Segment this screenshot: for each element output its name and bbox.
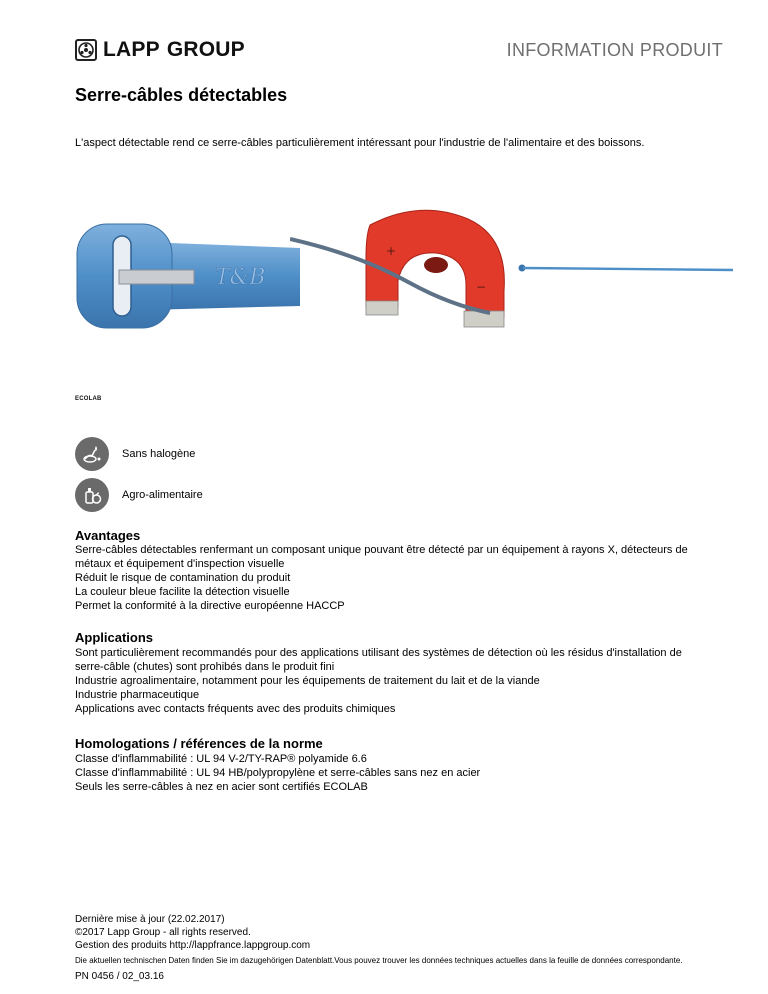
feature-label: Sans halogène: [122, 448, 196, 460]
page-title: Serre-câbles détectables: [75, 85, 288, 105]
ecolab-logo: ECOLAB: [75, 396, 102, 402]
intro-text: L'aspect détectable rend ce serre-câbles particulièrement intéressant pour l'industrie de l'alimentaire et des boissons.: [75, 137, 645, 149]
copyright: ©2017 Lapp Group - all rights reserved.: [75, 927, 251, 938]
advantage-line: Réduit le risque de contamination du produit: [75, 572, 291, 584]
food-industry-icon: [75, 478, 109, 512]
logo-wordmark: [103, 38, 245, 62]
advantage-line: métaux et équipement d'inspection visuelle: [75, 558, 285, 570]
application-line: Sont particulièrement recommandés pour des applications utilisant des systèmes de détection où les résidus d'installation de: [75, 647, 682, 659]
last-update: Dernière mise à jour (22.02.2017): [75, 914, 225, 925]
plus-mark: +: [386, 244, 397, 258]
application-line: Industrie agroalimentaire, notamment pour les équipements de traitement du lait et de la viande: [75, 675, 540, 687]
product-management-link: Gestion des produits http://lappfrance.lappgroup.com: [75, 940, 311, 951]
cable-tie-head-image: [75, 218, 300, 333]
magnet-pole-left: [366, 301, 398, 315]
thin-cable-tie-image: [517, 258, 735, 278]
halogen-free-icon: [75, 437, 109, 471]
feature-food-industry: [75, 478, 203, 512]
approvals-heading: Homologations / références de la norme: [75, 736, 323, 751]
advantage-line: La couleur bleue facilite la détection visuelle: [75, 586, 290, 598]
approval-line: Seuls les serre-câbles à nez en acier sont certifiés ECOLAB: [75, 781, 368, 793]
document-type-label: INFORMATION PRODUIT: [506, 40, 723, 60]
feature-halogen-free: [75, 437, 195, 471]
application-line: Applications avec contacts fréquents avec des produits chimiques: [75, 703, 396, 715]
lapp-group-logo: [75, 38, 245, 62]
advantage-line: Serre-câbles détectables renfermant un composant unique pouvant être détecté par un équipement à rayons X, détecteurs de: [75, 544, 688, 556]
application-line: serre-câble (chutes) sont prohibés dans le produit fini: [75, 661, 335, 673]
magnet-detection-image: [290, 205, 515, 340]
page-footer: [75, 913, 683, 983]
part-number: PN 0456 / 02_03.16: [75, 971, 164, 982]
thin-tie-strap: [523, 268, 733, 270]
magnet-hole: [424, 257, 448, 273]
feature-label: Agro-alimentaire: [122, 489, 203, 501]
minus-mark: −: [476, 280, 487, 294]
advantages-heading: Avantages: [75, 528, 141, 543]
cable-tie-steel-barb: [119, 270, 194, 284]
logo-word-group: GROUP: [166, 38, 245, 61]
application-line: Industrie pharmaceutique: [75, 689, 200, 701]
disclaimer: Die aktuellen technischen Daten finden Sie im dazugehörigen Datenblatt.Vous pouvez trouver les données techniques actuelles dans la feuille de données correspondante.: [75, 956, 683, 965]
approvals-list: [75, 752, 735, 794]
tie-embossed-text: T&B: [215, 265, 266, 290]
approval-line: Classe d'inflammabilité : UL 94 V-2/TY-RAP® polyamide 6.6: [75, 753, 367, 765]
advantage-line: Permet la conformité à la directive européenne HACCP: [75, 600, 345, 612]
applications-heading: Applications: [75, 630, 154, 645]
logo-word-lapp: LAPP: [103, 38, 160, 61]
advantages-list: [75, 543, 735, 613]
applications-list: [75, 646, 735, 716]
lapp-logo-icon: [75, 39, 97, 61]
approval-line: Classe d'inflammabilité : UL 94 HB/polypropylène et serre-câbles sans nez en acier: [75, 767, 481, 779]
